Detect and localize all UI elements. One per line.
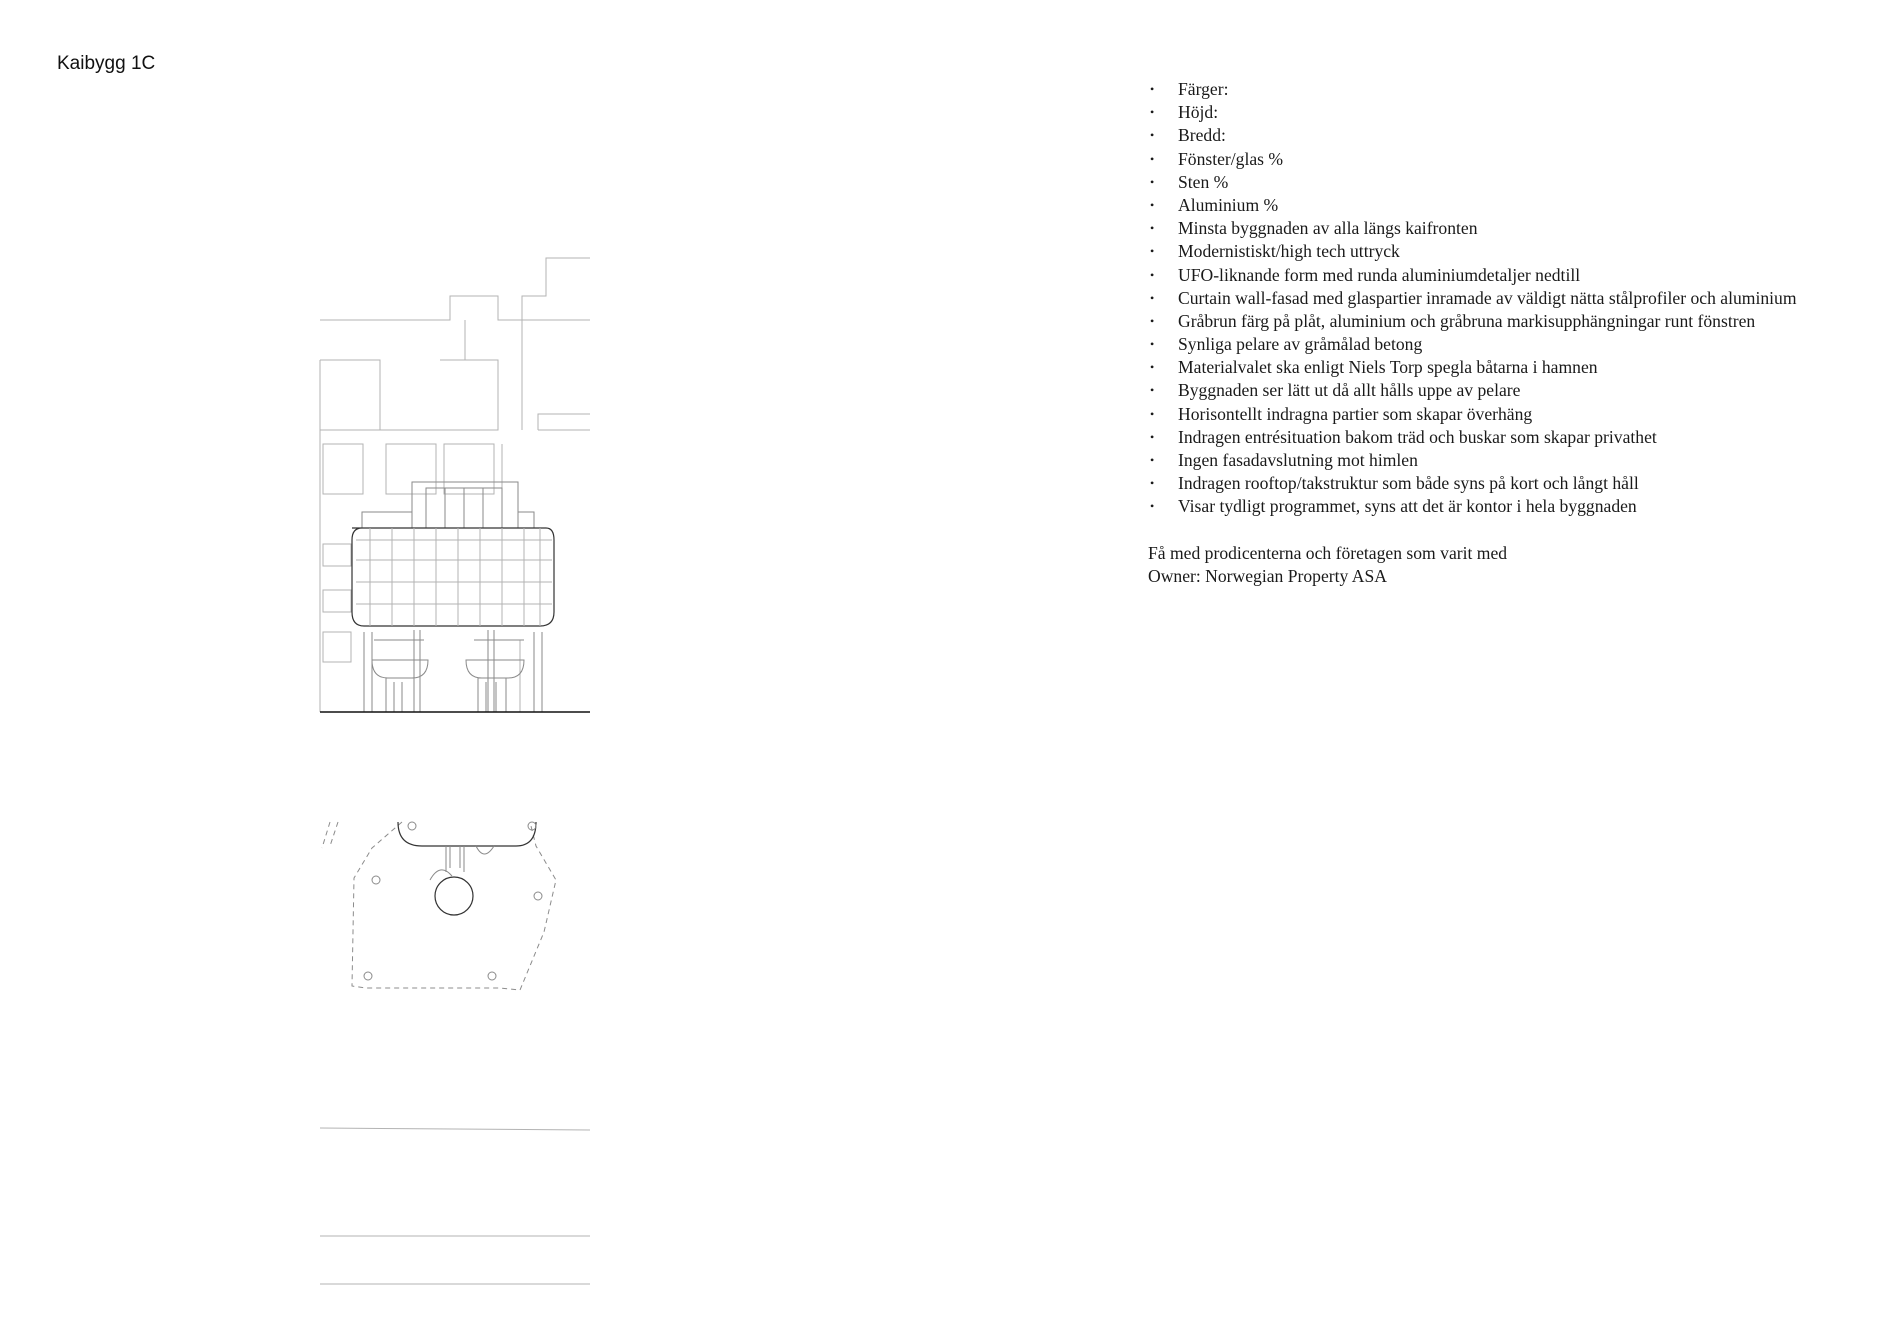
- notes-list-item-text: Ingen fasadavslutning mot himlen: [1178, 450, 1418, 470]
- bullet-icon: •: [1150, 429, 1155, 444]
- notes-list-item-text: Visar tydligt programmet, syns att det är kontor i hela byggnaden: [1178, 496, 1637, 517]
- notes-list-item: [1148, 240, 1888, 263]
- notes-list-item-text: Modernistiskt/high tech uttryck: [1178, 241, 1400, 262]
- bullet-icon: •: [1150, 337, 1155, 352]
- notes-list-item: [1148, 379, 1888, 402]
- notes-footer: [1148, 542, 1888, 588]
- notes-list-item: [1148, 101, 1888, 124]
- notes-list-item-text: Indragen rooftop/takstruktur som både syns på kort och långt håll: [1178, 473, 1639, 494]
- notes-list-item: [1148, 333, 1888, 356]
- notes-list-item: [1148, 124, 1888, 147]
- notes-list-item: [1148, 472, 1888, 495]
- bullet-icon: •: [1150, 453, 1155, 467]
- notes-list-item-text: Curtain wall-fasad med glaspartier inramade av väldigt nätta stålprofiler och aluminium: [1178, 287, 1797, 308]
- floor-plan: [322, 822, 556, 990]
- notes-list-item: [1148, 171, 1888, 194]
- notes-list-item-text: Horisontellt indragna partier som skapar överhäng: [1178, 403, 1533, 424]
- bullet-icon: •: [1150, 360, 1155, 375]
- notes-list-item: [1148, 426, 1888, 449]
- notes-list-item-text: Färger:: [1178, 79, 1229, 99]
- notes-list-item: [1148, 403, 1888, 426]
- notes-list-item: [1148, 217, 1888, 240]
- notes-list-item-text: Synliga pelare av gråmålad betong: [1178, 334, 1423, 355]
- notes-list-item-text: Gråbrun färg på plåt, aluminium och gråbruna markisupphängningar runt fönstren: [1178, 310, 1756, 331]
- producers-note: Få med prodicenterna och företagen som varit med: [1148, 542, 1508, 563]
- notes-list-item: [1148, 310, 1888, 333]
- notes-bullet-list: [1148, 78, 1888, 519]
- notes-list-item: [1148, 194, 1888, 217]
- notes-panel: [1148, 78, 1888, 588]
- notes-list-item: [1148, 264, 1888, 287]
- notes-list-item-text: Minsta byggnaden av alla längs kaifronten: [1178, 218, 1478, 239]
- notes-list-item-text: Höjd:: [1178, 102, 1219, 123]
- notes-list-item: [1148, 495, 1888, 518]
- notes-list-item-text: UFO-liknande form med runda aluminiumdetaljer nedtill: [1178, 264, 1581, 285]
- bullet-icon: •: [1150, 221, 1155, 236]
- notes-list-item-text: Indragen entrésituation bakom träd och buskar som skapar privathet: [1178, 426, 1657, 447]
- notes-list-item-text: Materialvalet ska enligt Niels Torp spegla båtarna i hamnen: [1178, 357, 1598, 378]
- notes-list-item-text: Bredd:: [1178, 125, 1226, 146]
- bullet-icon: •: [1150, 406, 1155, 421]
- bullet-icon: •: [1150, 313, 1155, 328]
- bullet-icon: •: [1150, 197, 1155, 212]
- section-lines: [320, 1128, 590, 1284]
- notes-list-item: [1148, 356, 1888, 379]
- bullet-icon: •: [1150, 151, 1155, 166]
- facade-elevation: [320, 258, 590, 712]
- notes-list-item: [1148, 449, 1888, 472]
- notes-list-item: [1148, 287, 1888, 310]
- notes-list-item: [1148, 148, 1888, 171]
- owner-note: Owner: Norwegian Property ASA: [1148, 565, 1387, 586]
- bullet-icon: •: [1150, 499, 1155, 514]
- bullet-icon: •: [1150, 383, 1155, 398]
- page-title: Kaibygg 1C: [57, 53, 156, 74]
- bullet-icon: •: [1150, 290, 1155, 305]
- bullet-icon: •: [1150, 244, 1155, 259]
- bullet-icon: •: [1150, 267, 1155, 282]
- notes-list-item: [1148, 78, 1888, 101]
- bullet-icon: •: [1150, 174, 1155, 189]
- notes-list-item-text: Sten %: [1178, 171, 1229, 192]
- bullet-icon: •: [1150, 128, 1155, 143]
- notes-list-item-text: Byggnaden ser lätt ut då allt hålls uppe av pelare: [1178, 380, 1521, 401]
- notes-list-item-text: Fönster/glas %: [1178, 148, 1284, 169]
- bullet-icon: •: [1150, 82, 1155, 96]
- bullet-icon: •: [1150, 105, 1155, 120]
- notes-list-item-text: Aluminium %: [1178, 194, 1279, 215]
- bullet-icon: •: [1150, 476, 1155, 491]
